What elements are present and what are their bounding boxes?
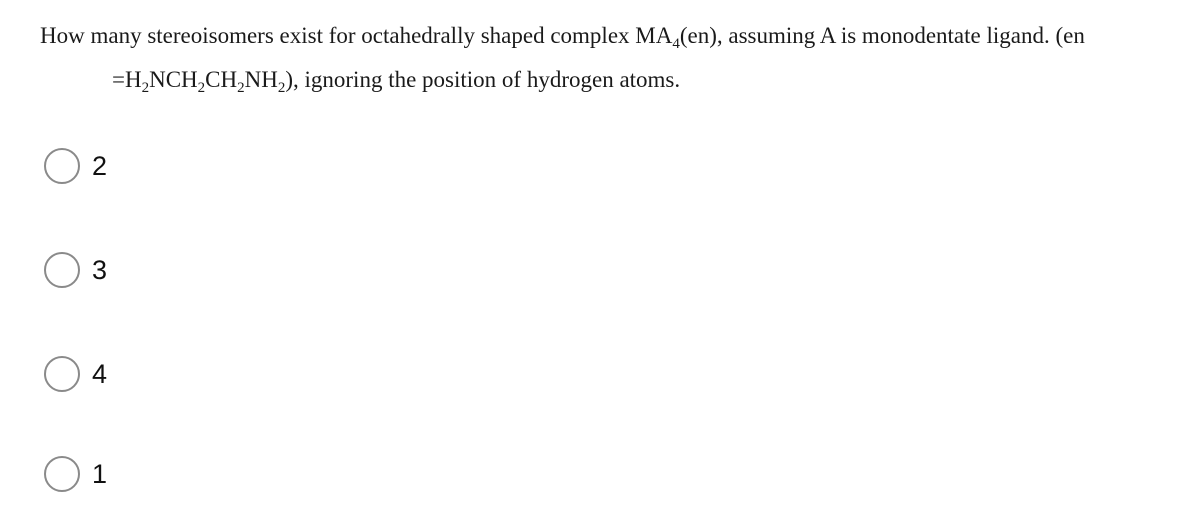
option-2[interactable] [44,252,107,288]
option-1[interactable] [44,148,107,184]
subscript: 2 [237,80,245,96]
formula-part: NCH [149,67,198,92]
subscript: 2 [277,80,286,96]
radio-button[interactable] [44,356,80,392]
subscript: 2 [141,80,150,96]
question-text-part: (en), assuming A is monodentate ligand. (en [679,23,1085,48]
option-label: 1 [92,458,108,489]
question-text [40,14,1190,102]
option-4[interactable] [44,456,107,492]
option-3[interactable] [44,356,107,392]
option-label: 3 [92,254,108,285]
formula-part: NH [244,67,278,92]
option-label: 2 [92,150,108,181]
option-label: 4 [92,358,108,389]
formula-part: CH [205,67,238,92]
subscript: 2 [197,80,206,96]
question-text-part: How many stereoisomers exist for octahedrally shaped complex MA [40,23,673,48]
radio-button[interactable] [44,252,80,288]
radio-button[interactable] [44,456,80,492]
question-text-part: ), ignoring the position of hydrogen atoms. [285,67,681,92]
radio-button[interactable] [44,148,80,184]
question-line-1 [40,14,1190,58]
subscript: 4 [672,36,680,52]
question-line-2 [40,58,1190,102]
formula-part: =H [112,67,142,92]
